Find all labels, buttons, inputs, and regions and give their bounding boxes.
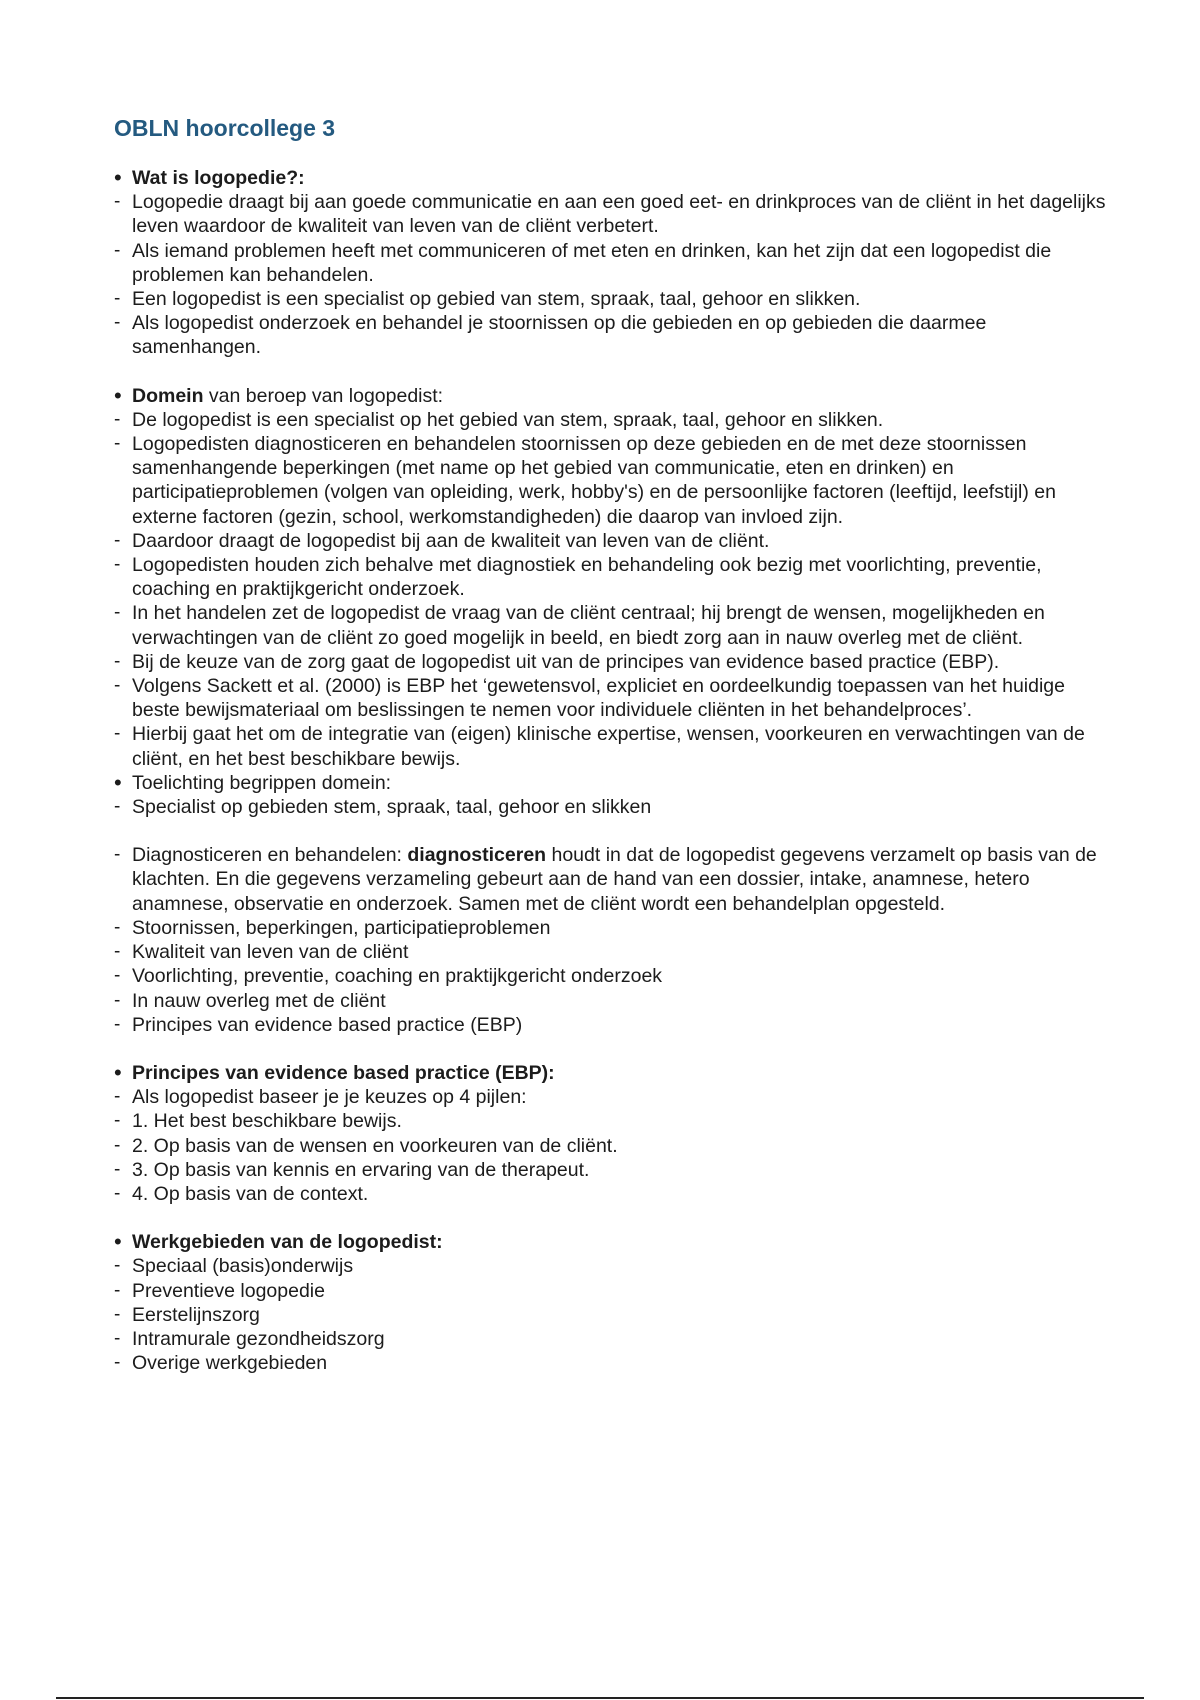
dash-marker: -	[114, 312, 121, 334]
dash-marker: -	[114, 239, 121, 261]
list-item: - Speciaal (basis)onderwijs	[114, 1255, 354, 1278]
bullet-marker: •	[114, 1229, 122, 1255]
dash-marker: -	[114, 1158, 121, 1180]
list-item: - Eerstelijnszorg	[114, 1303, 260, 1326]
dash-marker: -	[114, 288, 121, 310]
dash-marker: -	[114, 408, 121, 430]
heading-bold: Werkgebieden van de logopedist:	[132, 1231, 443, 1254]
list-item: - Kwaliteit van leven van de cliënt	[114, 941, 409, 964]
section-principes-ebp	[114, 1061, 1114, 1206]
section-heading	[114, 771, 1114, 795]
section-wat-is-logopedie	[114, 166, 1114, 360]
list-item: - Voorlichting, preventie, coaching en praktijkgericht onderzoek	[114, 965, 663, 988]
list-item: - 4. Op basis van de context.	[114, 1182, 369, 1205]
dash-marker: -	[114, 1182, 121, 1204]
dash-marker: -	[114, 529, 121, 551]
list-item: - Specialist op gebieden stem, spraak, taal, gehoor en slikken	[114, 796, 652, 819]
dash-marker: -	[114, 844, 121, 866]
dash-marker: -	[114, 650, 121, 672]
dash-marker: -	[114, 1086, 121, 1108]
list-item: - Principes van evidence based practice (EBP)	[114, 1013, 523, 1036]
list-item: - Logopedisten diagnosticeren en behandelen stoornissen op deze gebieden en de met deze stoornissen samenhangende beperkingen (met name op het gebied van communicatie, eten en drinken) en participatieproblemen (volgen van opleiding, werk, hobby's) en de persoonlijke factoren (leeftijd, leefstijl) en externe factoren (gezin, school, werkomstandigheden) die daarop van invloed zijn.	[114, 433, 1056, 528]
bullet-marker: •	[114, 382, 122, 408]
dash-marker: -	[114, 554, 121, 576]
page-title: OBLN hoorcollege 3	[114, 115, 336, 141]
section-heading	[114, 1230, 1114, 1254]
dash-marker: -	[114, 191, 121, 213]
list-item: - Logopedisten houden zich behalve met diagnostiek en behandeling ook bezig met voorlichting, preventie, coaching en praktijkgericht onderzoek.	[114, 554, 1042, 601]
heading-bold: Domein	[132, 384, 204, 407]
document-page	[114, 112, 1114, 1375]
dash-marker: -	[114, 1255, 121, 1277]
list-item: - 3. Op basis van kennis en ervaring van de therapeut.	[114, 1158, 590, 1181]
list-item: - Hierbij gaat het om de integratie van (eigen) klinische expertise, wensen, voorkeuren en verwachtingen van de cliënt, en het best beschikbare bewijs.	[114, 723, 1085, 770]
list-item: - 1. Het best beschikbare bewijs.	[114, 1110, 402, 1133]
list-item: - Als logopedist baseer je je keuzes op 4 pijlen:	[114, 1086, 527, 1109]
list-item: - Overige werkgebieden	[114, 1352, 328, 1375]
dash-marker: -	[114, 916, 121, 938]
list-item: - Als logopedist onderzoek en behandel je stoornissen op die gebieden en op gebieden die daarmee samenhangen.	[114, 312, 987, 359]
dash-marker: -	[114, 796, 121, 818]
dash-marker: -	[114, 1352, 121, 1374]
heading-bold: Wat is logopedie?:	[132, 167, 305, 189]
dash-marker: -	[114, 1303, 121, 1325]
dash-marker: -	[114, 1013, 121, 1035]
heading-bold: Principes van evidence based practice (EBP):	[132, 1061, 555, 1084]
heading-rest: van beroep van logopedist:	[203, 384, 444, 407]
list-item: - 2. Op basis van de wensen en voorkeuren van de cliënt.	[114, 1134, 618, 1157]
section-heading	[114, 1061, 1114, 1085]
dash-marker: -	[114, 1279, 121, 1301]
section-toelichting	[114, 771, 1114, 819]
list-item: - Preventieve logopedie	[114, 1279, 325, 1302]
list-item: - Bij de keuze van de zorg gaat de logopedist uit van de principes van evidence based practice (EBP).	[114, 650, 1000, 673]
bullet-marker: •	[114, 165, 122, 190]
footer-divider	[56, 1697, 1144, 1699]
section-heading	[114, 166, 1114, 190]
dash-marker: -	[114, 433, 121, 455]
list-item: - Volgens Sackett et al. (2000) is EBP het ‘gewetensvol, expliciet en oordeelkundig toepassen van het huidige beste bewijsmateriaal om beslissingen te nemen voor individuele cliënten in het behandelproces’.	[114, 675, 1066, 722]
dash-marker: -	[114, 941, 121, 963]
section-werkgebieden	[114, 1230, 1114, 1375]
bullet-marker: •	[114, 769, 122, 795]
list-item: - Daardoor draagt de logopedist bij aan de kwaliteit van leven van de cliënt.	[114, 529, 770, 552]
list-item: - In het handelen zet de logopedist de vraag van de cliënt centraal; hij brengt de wensen, mogelijkheden en verwachtingen van de cliënt zo goed mogelijk in beeld, en biedt zorg aan in nauw overleg met de cliënt.	[114, 602, 1045, 649]
dash-marker: -	[114, 675, 121, 697]
dash-marker: -	[114, 965, 121, 987]
section-domein	[114, 384, 1114, 771]
section-begrippen-list	[114, 843, 1114, 1037]
dash-marker: -	[114, 602, 121, 624]
list-item: - Logopedie draagt bij aan goede communicatie en aan een goed eet- en drinkproces van de cliënt in het dagelijks leven waardoor de kwaliteit van leven van de cliënt verbetert.	[114, 191, 1106, 238]
list-item: - Diagnosticeren en behandelen: diagnosticeren houdt in dat de logopedist gegevens verzamelt op basis van de klachten. En die gegevens verzameling gebeurt aan de hand van een dossier, intake, anamnese, hetero anamnese, observatie en onderzoek. Samen met de cliënt wordt een behandelplan opgesteld.	[114, 844, 1097, 915]
section-heading	[114, 384, 1114, 408]
dash-marker: -	[114, 989, 121, 1011]
inline-bold-term: diagnosticeren	[407, 844, 547, 867]
dash-marker: -	[114, 1110, 121, 1132]
heading-rest: Toelichting begrippen domein:	[132, 771, 392, 794]
list-item: - In nauw overleg met de cliënt	[114, 989, 386, 1012]
dash-marker: -	[114, 723, 121, 745]
bullet-marker: •	[114, 1059, 122, 1085]
list-item: - Een logopedist is een specialist op gebied van stem, spraak, taal, gehoor en slikken.	[114, 288, 861, 311]
list-item: - Intramurale gezondheidszorg	[114, 1327, 385, 1350]
list-item: - De logopedist is een specialist op het gebied van stem, spraak, taal, gehoor en slikken.	[114, 408, 884, 431]
list-item: - Stoornissen, beperkingen, participatieproblemen	[114, 916, 551, 939]
dash-marker: -	[114, 1327, 121, 1349]
list-item: - Als iemand problemen heeft met communiceren of met eten en drinken, kan het zijn dat een logopedist die problemen kan behandelen.	[114, 239, 1052, 286]
dash-marker: -	[114, 1134, 121, 1156]
